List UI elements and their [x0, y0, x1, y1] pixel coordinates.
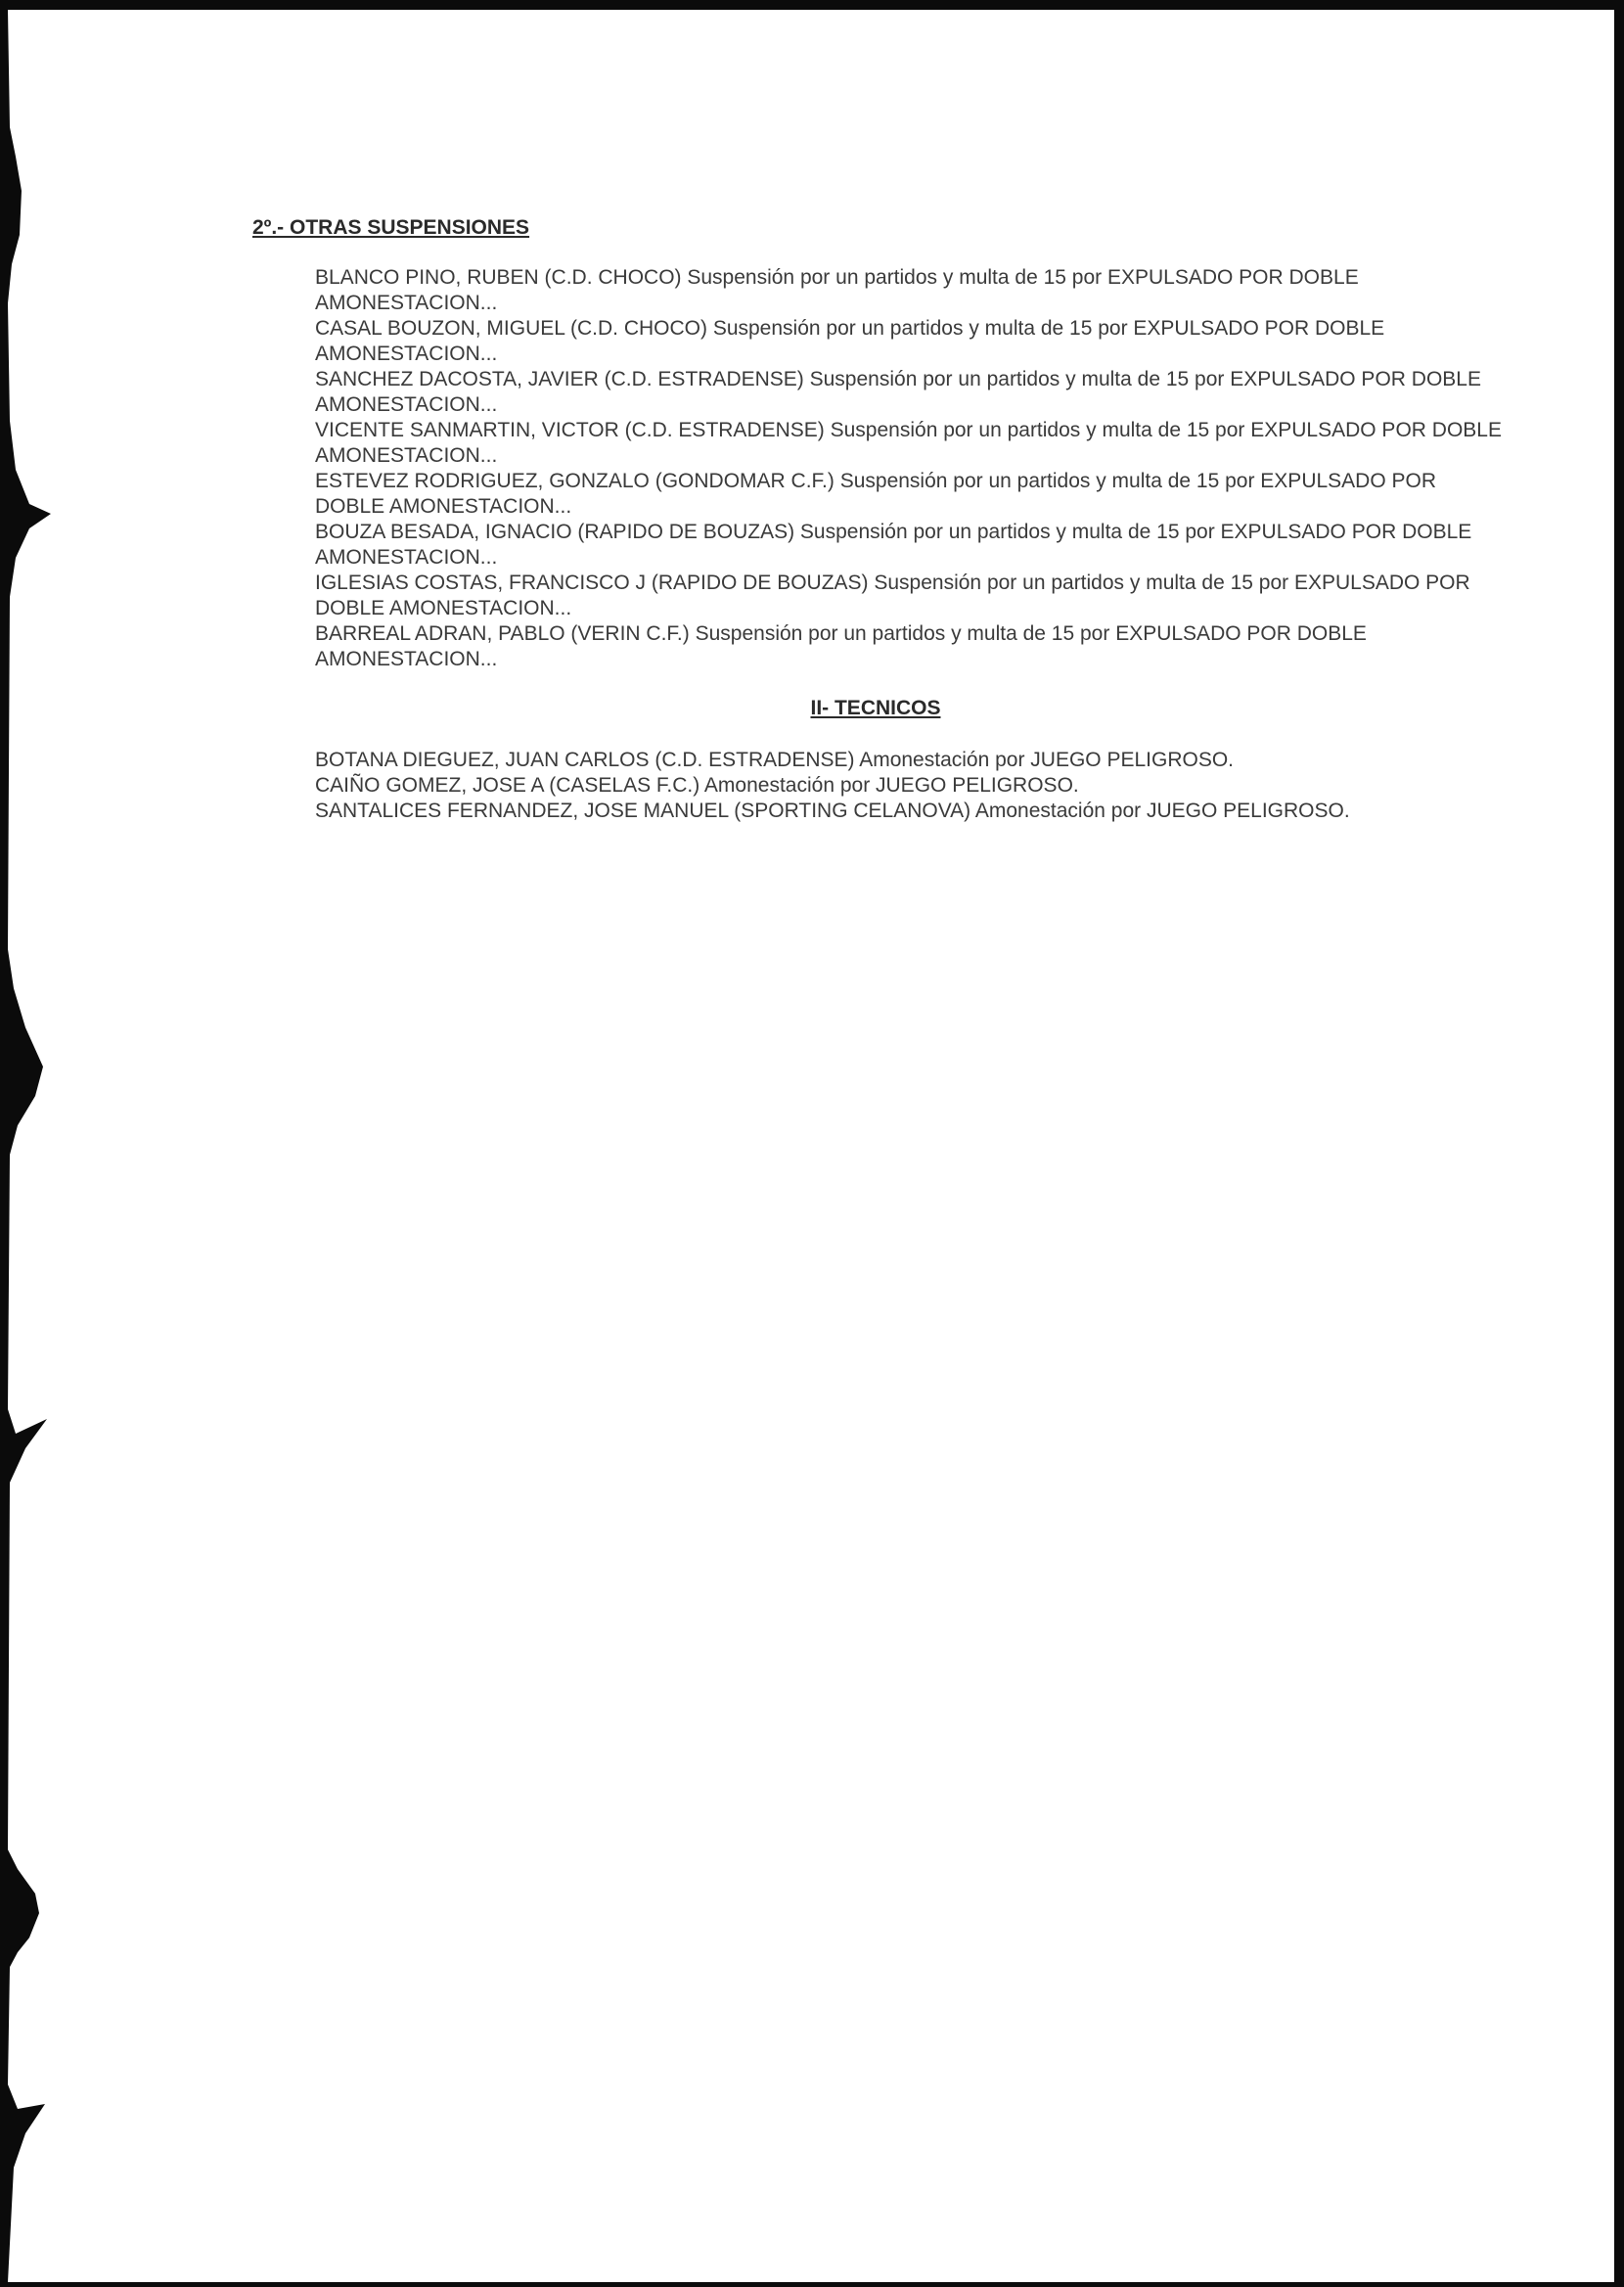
tecnicos-list	[315, 748, 1509, 824]
list-item: IGLESIAS COSTAS, FRANCISCO J (RAPIDO DE BOUZAS) Suspensión por un partidos y multa de 15 por EXPULSADO POR DOBLE AMONESTACION...	[315, 572, 1470, 619]
subsection-title-tecnicos: II- TECNICOS	[810, 697, 941, 719]
list-item: BARREAL ADRAN, PABLO (VERIN C.F.) Suspensión por un partidos y multa de 15 por EXPULSADO POR DOBLE AMONESTACION...	[315, 622, 1367, 670]
torn-edge-shadow	[0, 10, 68, 2282]
list-item: SANTALICES FERNANDEZ, JOSE MANUEL (SPORTING CELANOVA) Amonestación por JUEGO PELIGROSO.	[315, 800, 1350, 822]
document-page	[0, 10, 1614, 2282]
list-item: SANCHEZ DACOSTA, JAVIER (C.D. ESTRADENSE) Suspensión por un partidos y multa de 15 por EXPULSADO POR DOBLE AMONESTACION...	[315, 368, 1481, 416]
list-item: CASAL BOUZON, MIGUEL (C.D. CHOCO) Suspensión por un partidos y multa de 15 por EXPULSADO POR DOBLE AMONESTACION...	[315, 317, 1385, 365]
suspension-list	[315, 265, 1509, 672]
list-item: BLANCO PINO, RUBEN (C.D. CHOCO) Suspensión por un partidos y multa de 15 por EXPULSADO POR DOBLE AMONESTACION...	[315, 266, 1359, 314]
list-item: BOTANA DIEGUEZ, JUAN CARLOS (C.D. ESTRADENSE) Amonestación por JUEGO PELIGROSO.	[315, 749, 1235, 771]
list-item: CAIÑO GOMEZ, JOSE A (CASELAS F.C.) Amonestación por JUEGO PELIGROSO.	[315, 774, 1079, 797]
list-item: VICENTE SANMARTIN, VICTOR (C.D. ESTRADENSE) Suspensión por un partidos y multa de 15 por EXPULSADO POR DOBLE AMONESTACION...	[315, 419, 1502, 467]
list-item: BOUZA BESADA, IGNACIO (RAPIDO DE BOUZAS) Suspensión por un partidos y multa de 15 por EXPULSADO POR DOBLE AMONESTACION...	[315, 521, 1472, 569]
list-item: ESTEVEZ RODRIGUEZ, GONZALO (GONDOMAR C.F.) Suspensión por un partidos y multa de 15 por EXPULSADO POR DOBLE AMONESTACION...	[315, 470, 1437, 518]
section-title-otras-suspensiones: 2º.- OTRAS SUSPENSIONES	[252, 216, 530, 239]
